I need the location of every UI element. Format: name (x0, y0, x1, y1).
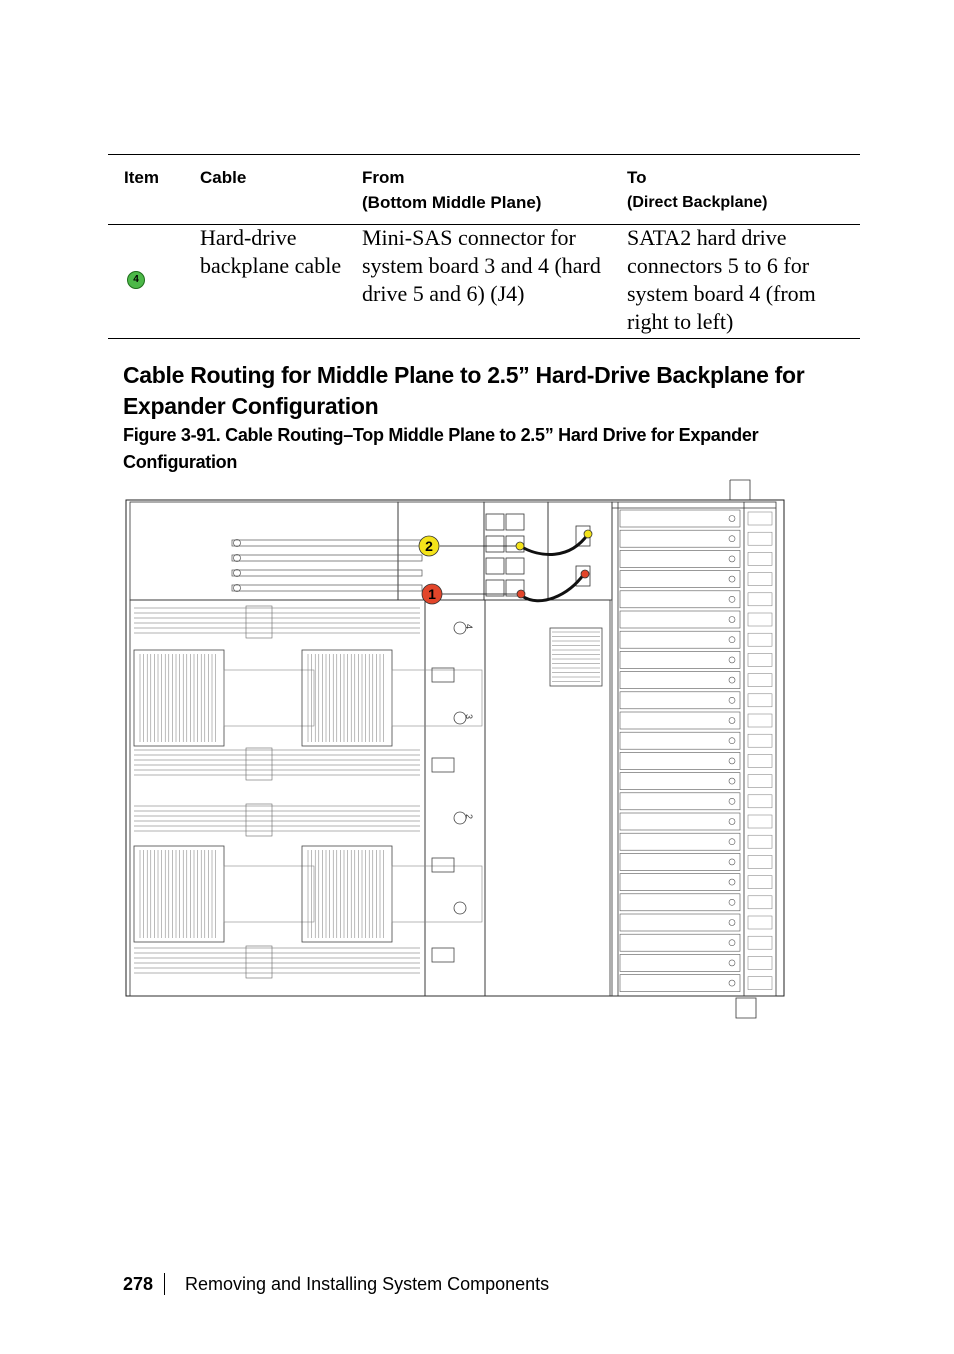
drive-carrier-handle (748, 855, 772, 868)
drive-bay-led (729, 576, 735, 582)
drive-bay-led (729, 516, 735, 522)
header-item: Item (124, 168, 159, 187)
drive-carrier-handle (748, 936, 772, 949)
drive-bay-led (729, 617, 735, 623)
drive-bay (620, 550, 740, 567)
mount-hole (234, 555, 241, 562)
drive-bay-led (729, 899, 735, 905)
drive-bay (620, 833, 740, 850)
drive-bay (620, 732, 740, 749)
drive-bay (620, 894, 740, 911)
mount-hole (234, 570, 241, 577)
cable-routing-figure (120, 478, 790, 1023)
footer-separator (164, 1273, 165, 1295)
drive-carrier-handle (748, 552, 772, 565)
drive-bay (620, 975, 740, 992)
drive-carrier-handle (748, 734, 772, 747)
dimm-bar-upper (232, 540, 422, 546)
header-to (627, 165, 768, 215)
drive-carrier-handle (748, 916, 772, 929)
drive-bay (620, 672, 740, 689)
riser-latch (432, 758, 454, 772)
mount-hole (234, 585, 241, 592)
cable-end-red-a (517, 590, 525, 598)
mini-sas-connector (486, 514, 504, 530)
header-to-label: To (627, 168, 647, 187)
cable-end-red-b (581, 570, 589, 578)
drive-bay (620, 853, 740, 870)
table-top-rule (108, 154, 860, 155)
drive-bay-led (729, 677, 735, 683)
drive-carrier-handle (748, 815, 772, 828)
dimm-bar-upper (232, 570, 422, 576)
drive-carrier-handle (748, 694, 772, 707)
drive-carrier-handle (748, 653, 772, 666)
slot-label-3: 3 (464, 714, 474, 720)
drive-bay (620, 752, 740, 769)
riser-latch (432, 858, 454, 872)
mini-sas-connector (486, 558, 504, 574)
drive-bay (620, 773, 740, 790)
cell-cable: Hard-drive backplane cable (200, 225, 342, 278)
drive-bay (620, 813, 740, 830)
page-number: 278 (123, 1274, 154, 1294)
drive-bay (620, 631, 740, 648)
drive-bay-led (729, 697, 735, 703)
drive-carrier-handle (748, 754, 772, 767)
heatsink-outline (134, 846, 224, 942)
drive-carrier-handle (748, 573, 772, 586)
dimm-bar-upper (232, 555, 422, 561)
drive-bay (620, 591, 740, 608)
drive-bay (620, 510, 740, 527)
drive-bay-led (729, 657, 735, 663)
cell-from: Mini-SAS connector for system board 3 and 4 (hard drive 5 and 6) (J4) (362, 225, 601, 306)
drive-bay-led (729, 778, 735, 784)
drive-carrier-handle (748, 674, 772, 687)
drive-carrier-handle (748, 835, 772, 848)
drive-carrier-handle (748, 532, 772, 545)
cable-end-yellow-b (584, 530, 592, 538)
drive-bay-led (729, 798, 735, 804)
section-heading: Cable Routing for Middle Plane to 2.5” Hard-Drive Backplane for Expander Configuration (123, 362, 805, 419)
callout-2-label: 2 (425, 538, 433, 554)
mini-sas-connector (486, 536, 504, 552)
drive-bay-led (729, 556, 735, 562)
drive-bay-led (729, 738, 735, 744)
drive-bay (620, 651, 740, 668)
mini-sas-connector (506, 558, 524, 574)
header-to-sub: (Direct Backplane) (627, 194, 768, 211)
slot-label-2: 2 (464, 814, 474, 820)
drive-bay (620, 571, 740, 588)
drive-bay (620, 793, 740, 810)
drive-carrier-handle (748, 795, 772, 808)
drive-bay (620, 874, 740, 891)
header-from-sub: (Bottom Middle Plane) (362, 193, 542, 212)
drive-carrier-handle (748, 977, 772, 990)
header-from (362, 165, 541, 215)
dimm-bar-upper (232, 585, 422, 591)
drive-carrier-handle (748, 613, 772, 626)
page-footer (123, 1272, 550, 1296)
drive-bay (620, 611, 740, 628)
drive-carrier-handle (748, 876, 772, 889)
item-number-badge: 4 (127, 271, 145, 289)
drive-bay-led (729, 596, 735, 602)
drive-bay (620, 914, 740, 931)
drive-bay (620, 954, 740, 971)
cable-end-yellow-a (516, 542, 524, 550)
drive-carrier-handle (748, 775, 772, 788)
drive-bay-led (729, 940, 735, 946)
system-board-drawing (120, 478, 790, 1023)
drive-bay-led (729, 536, 735, 542)
drive-carrier-handle (748, 896, 772, 909)
keyhole-slot (454, 902, 466, 914)
cpu-socket-frame (224, 670, 314, 726)
callout-1 (422, 584, 442, 604)
figure-caption: Figure 3-91. Cable Routing–Top Middle Plane to 2.5” Hard Drive for Expander Configuration (123, 425, 759, 472)
drive-bay-led (729, 859, 735, 865)
cpu-socket-frame (392, 866, 482, 922)
table-bottom-rule (108, 338, 860, 339)
header-cable: Cable (200, 168, 247, 187)
drive-bay-led (729, 637, 735, 643)
drive-bay-led (729, 920, 735, 926)
drive-carrier-handle (748, 512, 772, 525)
heatsink-outline (302, 650, 392, 746)
callout-1-label: 1 (428, 586, 436, 602)
heatsink-outline (134, 650, 224, 746)
drive-bay (620, 712, 740, 729)
drive-carrier-handle (748, 633, 772, 646)
drive-carrier-handle (748, 956, 772, 969)
drive-bay-led (729, 879, 735, 885)
drive-bay (620, 934, 740, 951)
heatsink-outline (302, 846, 392, 942)
header-from-label: From (362, 168, 405, 187)
drive-bay-led (729, 980, 735, 986)
drive-bay-led (729, 758, 735, 764)
riser-latch (432, 948, 454, 962)
drive-carrier-handle (748, 714, 772, 727)
slot-label-4: 4 (464, 624, 474, 630)
cpu-socket-frame (224, 866, 314, 922)
drive-bay-led (729, 839, 735, 845)
mount-hole (234, 540, 241, 547)
drive-bay-led (729, 819, 735, 825)
mini-sas-connector (486, 580, 504, 596)
drive-bay (620, 530, 740, 547)
drive-carrier-handle (748, 593, 772, 606)
cell-to: SATA2 hard drive connectors 5 to 6 for system board 4 (from right to left) (627, 225, 816, 334)
drive-bay (620, 692, 740, 709)
drive-bay-led (729, 960, 735, 966)
callout-2 (419, 536, 439, 556)
drive-bay-led (729, 718, 735, 724)
mini-sas-connector (506, 514, 524, 530)
chapter-title: Removing and Installing System Components (185, 1274, 550, 1294)
